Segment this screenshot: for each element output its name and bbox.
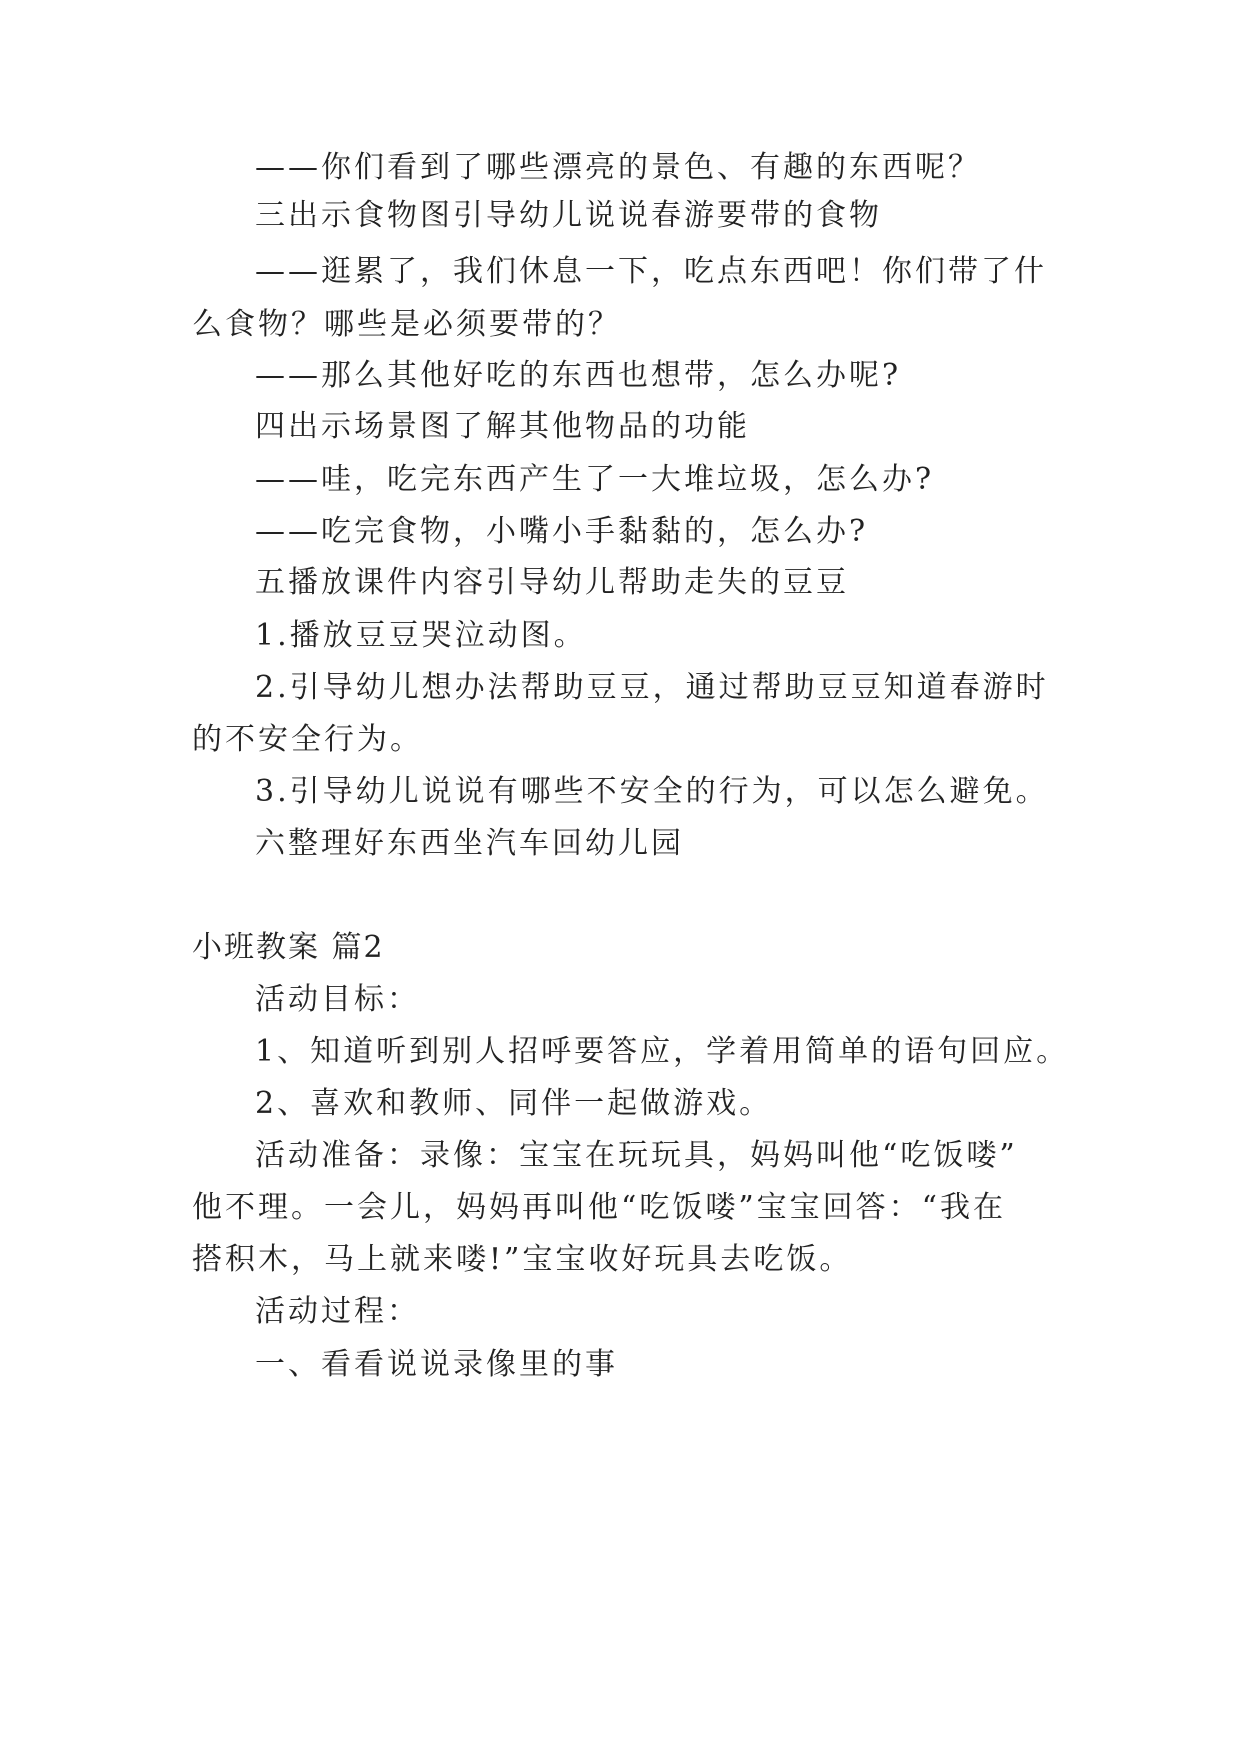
subheading: 活动目标：	[255, 982, 420, 1017]
numbered-item: 1、知道听到别人招呼要答应，学着用简单的语句回应。	[255, 1034, 1070, 1069]
numbered-item: 2.引导幼儿想办法帮助豆豆，通过帮助豆豆知道春游时	[255, 670, 1049, 705]
step-heading: 五播放课件内容引导幼儿帮助走失的豆豆	[255, 565, 849, 600]
numbered-item-continued: 的不安全行为。	[192, 722, 423, 757]
step-heading: 六整理好东西坐汽车回幼儿园	[255, 826, 684, 861]
step-heading: 三出示食物图引导幼儿说说春游要带的食物	[255, 198, 882, 233]
numbered-item: 3.引导幼儿说说有哪些不安全的行为，可以怎么避免。	[255, 774, 1049, 809]
dialogue-line-continued: 么食物？哪些是必须要带的？	[192, 307, 621, 342]
dialogue-line: ——你们看到了哪些漂亮的景色、有趣的东西呢？	[255, 150, 981, 185]
paragraph-line: 活动准备：录像：宝宝在玩玩具，妈妈叫他“吃饭喽”	[255, 1138, 1018, 1173]
numbered-item: 1.播放豆豆哭泣动图。	[255, 618, 587, 653]
paragraph-line-continued: 他不理。一会儿，妈妈再叫他“吃饭喽”宝宝回答：“我在	[192, 1190, 1007, 1225]
numbered-item: 2、喜欢和教师、同伴一起做游戏。	[255, 1086, 773, 1121]
step-heading: 四出示场景图了解其他物品的功能	[255, 409, 750, 444]
paragraph-line-continued: 搭积木，马上就来喽!”宝宝收好玩具去吃饭。	[192, 1242, 853, 1277]
dialogue-line: ——哇，吃完东西产生了一大堆垃圾，怎么办?	[255, 462, 935, 497]
dialogue-line: ——吃完食物，小嘴小手黏黏的，怎么办?	[255, 514, 869, 549]
dialogue-line: ——那么其他好吃的东西也想带，怎么办呢?	[255, 358, 902, 393]
section-title: 小班教案 篇2	[192, 930, 385, 965]
step-heading: 一、看看说说录像里的事	[255, 1347, 618, 1382]
dialogue-line: ——逛累了，我们休息一下，吃点东西吧！你们带了什	[255, 254, 1047, 289]
subheading: 活动过程：	[255, 1294, 420, 1329]
